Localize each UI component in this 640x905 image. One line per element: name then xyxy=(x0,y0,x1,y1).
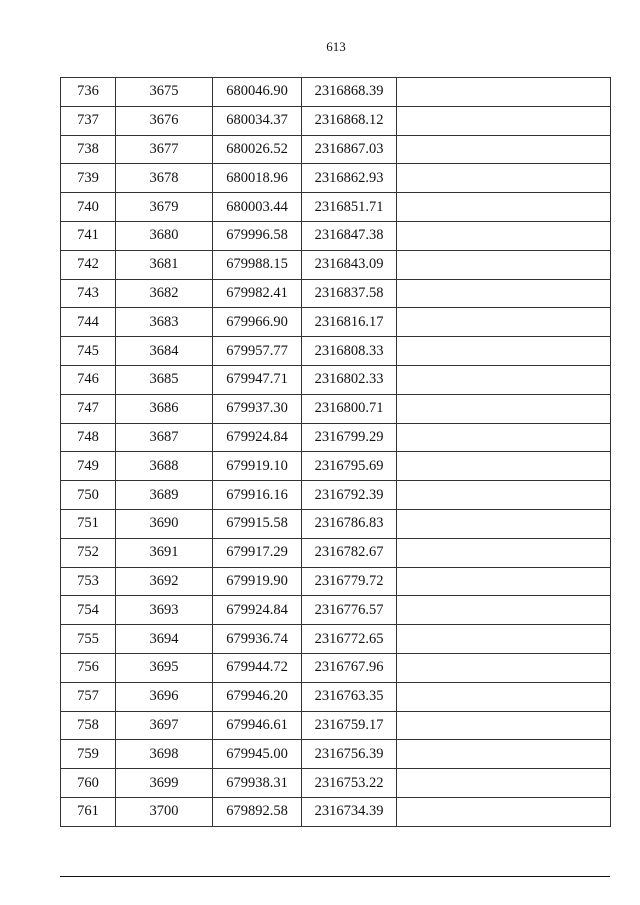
y-coordinate-cell: 2316759.17 xyxy=(302,711,397,740)
point-id-cell: 3680 xyxy=(116,221,213,250)
y-coordinate-cell: 2316795.69 xyxy=(302,452,397,481)
point-id-cell: 3683 xyxy=(116,308,213,337)
note-cell xyxy=(397,711,611,740)
row-index-cell: 746 xyxy=(61,365,116,394)
row-index-cell: 751 xyxy=(61,509,116,538)
note-cell xyxy=(397,106,611,135)
x-coordinate-cell: 679957.77 xyxy=(213,337,302,366)
point-id-cell: 3684 xyxy=(116,337,213,366)
y-coordinate-cell: 2316772.65 xyxy=(302,625,397,654)
y-coordinate-cell: 2316837.58 xyxy=(302,279,397,308)
point-id-cell: 3697 xyxy=(116,711,213,740)
point-id-cell: 3681 xyxy=(116,250,213,279)
table-row xyxy=(61,250,611,279)
x-coordinate-cell: 679966.90 xyxy=(213,308,302,337)
note-cell xyxy=(397,797,611,826)
point-id-cell: 3688 xyxy=(116,452,213,481)
y-coordinate-cell: 2316767.96 xyxy=(302,653,397,682)
table-row xyxy=(61,279,611,308)
y-coordinate-cell: 2316799.29 xyxy=(302,423,397,452)
point-id-cell: 3682 xyxy=(116,279,213,308)
x-coordinate-cell: 679919.10 xyxy=(213,452,302,481)
x-coordinate-cell: 679919.90 xyxy=(213,567,302,596)
row-index-cell: 740 xyxy=(61,193,116,222)
row-index-cell: 755 xyxy=(61,625,116,654)
row-index-cell: 742 xyxy=(61,250,116,279)
point-id-cell: 3675 xyxy=(116,78,213,107)
row-index-cell: 753 xyxy=(61,567,116,596)
x-coordinate-cell: 679946.20 xyxy=(213,682,302,711)
row-index-cell: 756 xyxy=(61,653,116,682)
y-coordinate-cell: 2316756.39 xyxy=(302,740,397,769)
x-coordinate-cell: 679924.84 xyxy=(213,596,302,625)
note-cell xyxy=(397,365,611,394)
y-coordinate-cell: 2316851.71 xyxy=(302,193,397,222)
table-row xyxy=(61,567,611,596)
table-row xyxy=(61,193,611,222)
x-coordinate-cell: 680046.90 xyxy=(213,78,302,107)
x-coordinate-cell: 679916.16 xyxy=(213,481,302,510)
x-coordinate-cell: 679915.58 xyxy=(213,509,302,538)
y-coordinate-cell: 2316843.09 xyxy=(302,250,397,279)
coordinate-table-body xyxy=(61,78,611,827)
note-cell xyxy=(397,596,611,625)
note-cell xyxy=(397,653,611,682)
x-coordinate-cell: 680026.52 xyxy=(213,135,302,164)
note-cell xyxy=(397,135,611,164)
table-row xyxy=(61,769,611,798)
x-coordinate-cell: 680034.37 xyxy=(213,106,302,135)
y-coordinate-cell: 2316800.71 xyxy=(302,394,397,423)
y-coordinate-cell: 2316753.22 xyxy=(302,769,397,798)
table-row xyxy=(61,797,611,826)
note-cell xyxy=(397,509,611,538)
x-coordinate-cell: 679988.15 xyxy=(213,250,302,279)
x-coordinate-cell: 679936.74 xyxy=(213,625,302,654)
row-index-cell: 749 xyxy=(61,452,116,481)
table-row xyxy=(61,365,611,394)
point-id-cell: 3696 xyxy=(116,682,213,711)
row-index-cell: 747 xyxy=(61,394,116,423)
point-id-cell: 3690 xyxy=(116,509,213,538)
row-index-cell: 757 xyxy=(61,682,116,711)
y-coordinate-cell: 2316786.83 xyxy=(302,509,397,538)
coordinate-table xyxy=(60,77,611,827)
point-id-cell: 3689 xyxy=(116,481,213,510)
y-coordinate-cell: 2316867.03 xyxy=(302,135,397,164)
note-cell xyxy=(397,567,611,596)
x-coordinate-cell: 679892.58 xyxy=(213,797,302,826)
note-cell xyxy=(397,481,611,510)
y-coordinate-cell: 2316816.17 xyxy=(302,308,397,337)
table-row xyxy=(61,308,611,337)
x-coordinate-cell: 679982.41 xyxy=(213,279,302,308)
point-id-cell: 3695 xyxy=(116,653,213,682)
row-index-cell: 750 xyxy=(61,481,116,510)
note-cell xyxy=(397,740,611,769)
row-index-cell: 748 xyxy=(61,423,116,452)
y-coordinate-cell: 2316868.12 xyxy=(302,106,397,135)
y-coordinate-cell: 2316868.39 xyxy=(302,78,397,107)
point-id-cell: 3685 xyxy=(116,365,213,394)
table-row xyxy=(61,625,611,654)
y-coordinate-cell: 2316862.93 xyxy=(302,164,397,193)
row-index-cell: 741 xyxy=(61,221,116,250)
x-coordinate-cell: 680003.44 xyxy=(213,193,302,222)
point-id-cell: 3686 xyxy=(116,394,213,423)
table-row xyxy=(61,337,611,366)
point-id-cell: 3677 xyxy=(116,135,213,164)
x-coordinate-cell: 679996.58 xyxy=(213,221,302,250)
x-coordinate-cell: 679924.84 xyxy=(213,423,302,452)
row-index-cell: 761 xyxy=(61,797,116,826)
note-cell xyxy=(397,78,611,107)
table-row xyxy=(61,164,611,193)
note-cell xyxy=(397,769,611,798)
note-cell xyxy=(397,308,611,337)
note-cell xyxy=(397,538,611,567)
x-coordinate-cell: 680018.96 xyxy=(213,164,302,193)
note-cell xyxy=(397,423,611,452)
y-coordinate-cell: 2316734.39 xyxy=(302,797,397,826)
table-row xyxy=(61,509,611,538)
point-id-cell: 3698 xyxy=(116,740,213,769)
footer-rule xyxy=(60,876,610,877)
note-cell xyxy=(397,193,611,222)
table-row xyxy=(61,106,611,135)
note-cell xyxy=(397,394,611,423)
x-coordinate-cell: 679917.29 xyxy=(213,538,302,567)
table-row xyxy=(61,135,611,164)
point-id-cell: 3687 xyxy=(116,423,213,452)
y-coordinate-cell: 2316782.67 xyxy=(302,538,397,567)
row-index-cell: 758 xyxy=(61,711,116,740)
point-id-cell: 3700 xyxy=(116,797,213,826)
row-index-cell: 745 xyxy=(61,337,116,366)
table-row xyxy=(61,596,611,625)
page-number: 613 xyxy=(326,39,346,54)
point-id-cell: 3693 xyxy=(116,596,213,625)
row-index-cell: 739 xyxy=(61,164,116,193)
point-id-cell: 3699 xyxy=(116,769,213,798)
note-cell xyxy=(397,221,611,250)
note-cell xyxy=(397,452,611,481)
y-coordinate-cell: 2316808.33 xyxy=(302,337,397,366)
note-cell xyxy=(397,250,611,279)
row-index-cell: 760 xyxy=(61,769,116,798)
table-row xyxy=(61,481,611,510)
row-index-cell: 738 xyxy=(61,135,116,164)
row-index-cell: 737 xyxy=(61,106,116,135)
row-index-cell: 736 xyxy=(61,78,116,107)
note-cell xyxy=(397,625,611,654)
point-id-cell: 3691 xyxy=(116,538,213,567)
row-index-cell: 743 xyxy=(61,279,116,308)
row-index-cell: 744 xyxy=(61,308,116,337)
row-index-cell: 752 xyxy=(61,538,116,567)
table-row xyxy=(61,682,611,711)
y-coordinate-cell: 2316792.39 xyxy=(302,481,397,510)
x-coordinate-cell: 679944.72 xyxy=(213,653,302,682)
y-coordinate-cell: 2316847.38 xyxy=(302,221,397,250)
y-coordinate-cell: 2316779.72 xyxy=(302,567,397,596)
table-row xyxy=(61,78,611,107)
point-id-cell: 3678 xyxy=(116,164,213,193)
point-id-cell: 3694 xyxy=(116,625,213,654)
table-row xyxy=(61,394,611,423)
x-coordinate-cell: 679946.61 xyxy=(213,711,302,740)
point-id-cell: 3692 xyxy=(116,567,213,596)
note-cell xyxy=(397,279,611,308)
table-row xyxy=(61,740,611,769)
note-cell xyxy=(397,682,611,711)
table-row xyxy=(61,452,611,481)
row-index-cell: 754 xyxy=(61,596,116,625)
row-index-cell: 759 xyxy=(61,740,116,769)
x-coordinate-cell: 679938.31 xyxy=(213,769,302,798)
point-id-cell: 3676 xyxy=(116,106,213,135)
table-row xyxy=(61,653,611,682)
table-row xyxy=(61,423,611,452)
table-row xyxy=(61,711,611,740)
x-coordinate-cell: 679945.00 xyxy=(213,740,302,769)
table-row xyxy=(61,221,611,250)
note-cell xyxy=(397,337,611,366)
y-coordinate-cell: 2316776.57 xyxy=(302,596,397,625)
x-coordinate-cell: 679947.71 xyxy=(213,365,302,394)
table-row xyxy=(61,538,611,567)
x-coordinate-cell: 679937.30 xyxy=(213,394,302,423)
y-coordinate-cell: 2316763.35 xyxy=(302,682,397,711)
y-coordinate-cell: 2316802.33 xyxy=(302,365,397,394)
point-id-cell: 3679 xyxy=(116,193,213,222)
note-cell xyxy=(397,164,611,193)
